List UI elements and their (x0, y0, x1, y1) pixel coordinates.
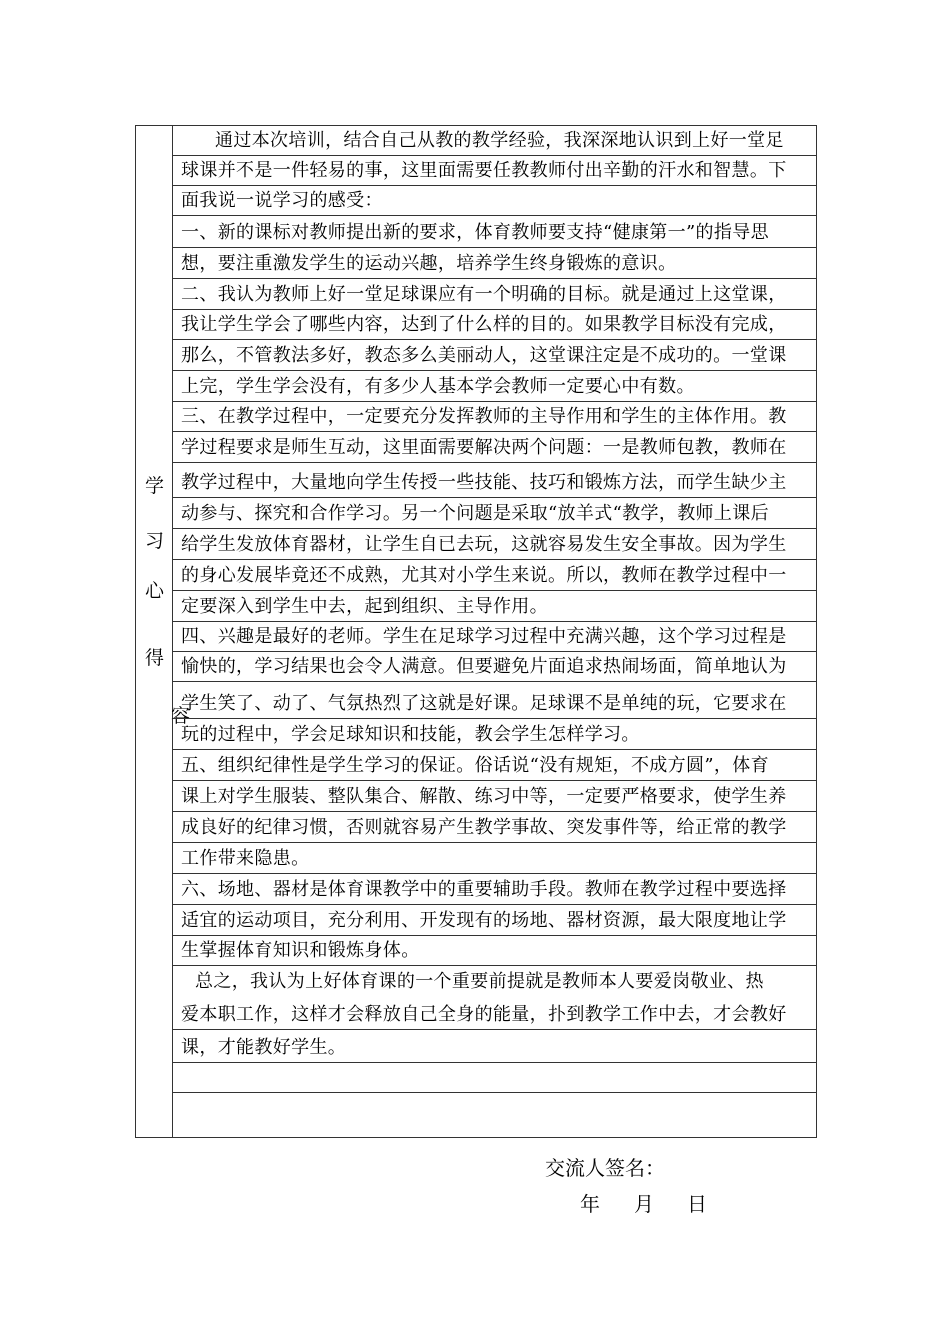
content-line: 定要深入到学生中去，起到组织、主导作用。 (173, 592, 816, 622)
content-line: 我让学生学会了哪些内容，达到了什么样的目的。如果教学目标没有完成， (173, 310, 816, 340)
content-line: 爱本职工作，这样才会释放自己全身的能量，扑到教学工作中去，才会教好 (173, 1000, 816, 1030)
content-line: 四、兴趣是最好的老师。学生在足球学习过程中充满兴趣，这个学习过程是 (173, 622, 816, 652)
content-line: 通过本次培训，结合自己从教的教学经验，我深深地认识到上好一堂足 (173, 126, 816, 156)
content-line: 六、场地、器材是体育课教学中的重要辅助手段。教师在教学过程中要选择 (173, 875, 816, 905)
content-line: 想，要注重激发学生的运动兴趣，培养学生终身锻炼的意识。 (173, 249, 816, 279)
section-label-column (136, 126, 190, 1137)
section-label-char: 心 (144, 580, 164, 602)
date-year: 年 (580, 1192, 600, 1216)
content-line: 成良好的纪律习惯，否则就容易产生教学事故、突发事件等，给正常的教学 (173, 813, 816, 843)
content-line: 五、组织纪律性是学生学习的保证。俗话说“没有规矩，不成方圆”，体育 (173, 751, 816, 781)
content-line: 学过程要求是师生互动，这里面需要解决两个问题：一是教师包教，教师在 (173, 433, 816, 463)
section-label-char: 学 (144, 475, 164, 497)
content-line: 工作带来隐患。 (173, 844, 816, 874)
content-line: 课上对学生服装、整队集合、解散、练习中等，一定要严格要求，使学生养 (173, 782, 816, 812)
content-line: 一、新的课标对教师提出新的要求，体育教师要支持“健康第一”的指导思 (173, 218, 816, 248)
content-line: 玩的过程中，学会足球知识和技能，教会学生怎样学习。 (173, 720, 816, 750)
section-label-char: 习 (144, 530, 164, 552)
blank-line (173, 1063, 816, 1093)
content-line: 那么，不管教法多好，教态多么美丽动人，这堂课注定是不成功的。一堂课 (173, 341, 816, 371)
reflection-form-table (135, 125, 817, 1138)
content-column (173, 126, 816, 1137)
content-line: 面我说一说学习的感受： (173, 186, 816, 216)
signature-date (580, 1188, 707, 1217)
content-line: 适宜的运动项目，充分利用、开发现有的场地、器材资源，最大限度地让学 (173, 906, 816, 936)
date-month: 月 (634, 1192, 654, 1216)
content-line: 愉快的，学习结果也会令人满意。但要避免片面追求热闹场面，简单地认为 (173, 652, 816, 682)
content-line: 给学生发放体育器材，让学生自已去玩，这就容易发生安全事故。因为学生 (173, 530, 816, 560)
content-line: 学生笑了、动了、气氛热烈了这就是好课。足球课不是单纯的玩，它要求在 (173, 689, 816, 719)
content-line: 三、在教学过程中，一定要充分发挥教师的主导作用和学生的主体作用。教 (173, 402, 816, 432)
content-line: 生掌握体育知识和锻炼身体。 (173, 936, 816, 966)
content-line: 上完，学生学会没有，有多少人基本学会教师一定要心中有数。 (173, 372, 816, 402)
content-line: 的身心发展毕竟还不成熟，尤其对小学生来说。所以，教师在教学过程中一 (173, 561, 816, 591)
section-label-char: 得 (144, 647, 164, 669)
content-line: 球课并不是一件轻易的事，这里面需要任教教师付出辛勤的汗水和智慧。下 (173, 156, 816, 186)
content-line: 教学过程中，大量地向学生传授一些技能、技巧和锻炼方法，而学生缺少主 (173, 468, 816, 498)
section-label-char: 容 (170, 705, 190, 727)
signature-label: 交流人签名： (545, 1156, 665, 1180)
content-line: 课，才能教好学生。 (173, 1033, 816, 1063)
content-line: 二、我认为教师上好一堂足球课应有一个明确的目标。就是通过上这堂课， (173, 280, 816, 310)
blank-line (173, 1093, 816, 1138)
date-day: 日 (687, 1192, 707, 1216)
content-line: 动参与、探究和合作学习。另一个问题是采取“放羊式“教学，教师上课后 (173, 499, 816, 529)
content-line: 总之，我认为上好体育课的一个重要前提就是教师本人要爱岗敬业、热 (195, 971, 764, 992)
